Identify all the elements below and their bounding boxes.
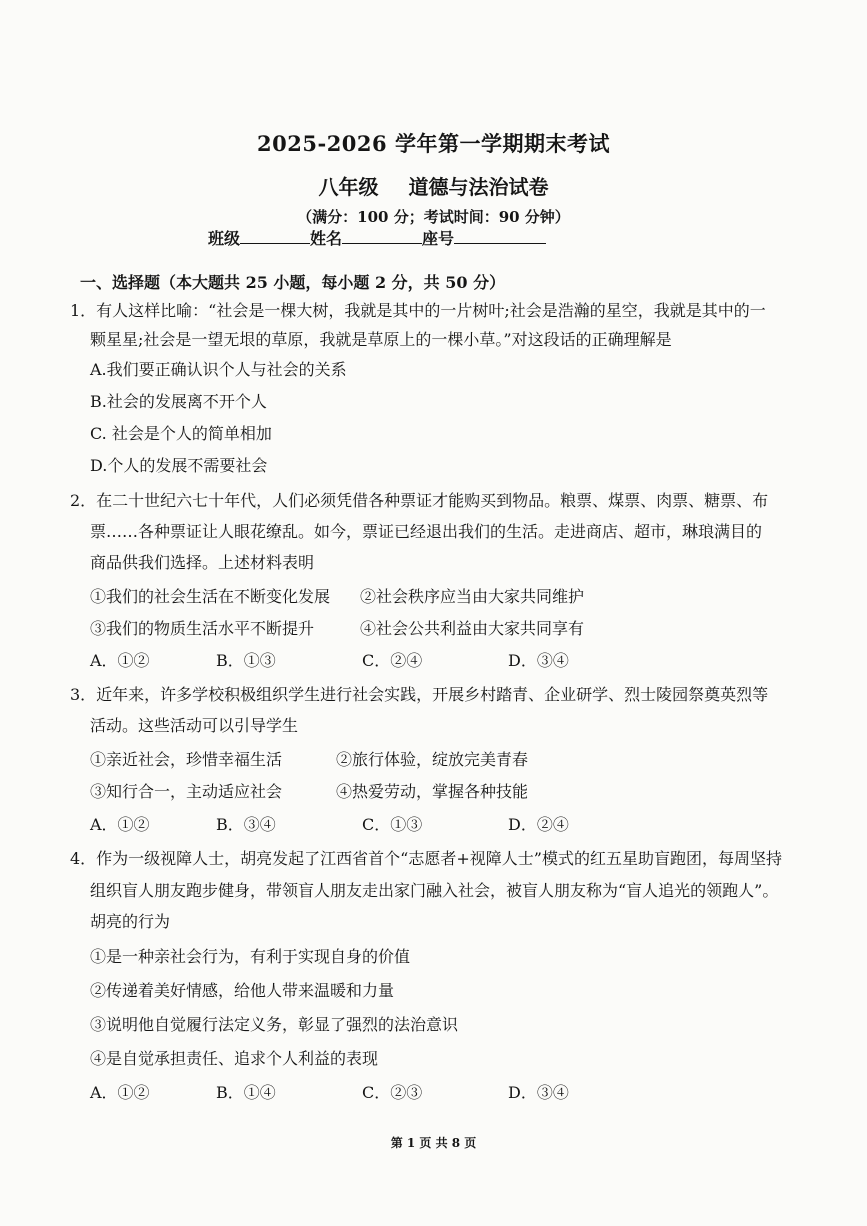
question-4-choice-d: D．③④ [508,1083,569,1102]
question-3-choice-b: B．③④ [216,815,276,834]
question-3-line-2: 活动。这些活动可以引导学生 [90,716,299,735]
question-4-line-2: 组织盲人朋友跑步健身，带领盲人朋友走出家门融入社会，被盲人朋友称为“盲人追光的领跑人”。 [90,881,779,900]
question-4-choice-a: A．①② [90,1083,150,1102]
question-4-statement-2: ②传递着美好情感，给他人带来温暖和力量 [90,981,395,1000]
question-3-choice-a: A．①② [90,815,150,834]
question-2-choice-b: B．①③ [216,651,276,670]
question-2-statement-1: ①我们的社会生活在不断变化发展 [90,587,331,606]
question-2-line-1: 2．在二十世纪六七十年代，人们必须凭借各种票证才能购买到物品。粮票、煤票、肉票、糖票、布 [70,491,769,510]
question-3-statement-2: ②旅行体验，绽放完美青春 [336,750,529,769]
question-3-choice-c: C．①③ [362,815,423,834]
exam-info: （满分：100 分；考试时间：90 分钟） [297,208,570,226]
question-2-statement-2: ②社会秩序应当由大家共同维护 [360,587,585,606]
question-1-option-c: C. 社会是个人的简单相加 [90,424,272,443]
question-2-statement-3: ③我们的物质生活水平不断提升 [90,619,315,638]
class-blank[interactable] [240,229,310,244]
class-label: 班级 [208,229,241,248]
name-label: 姓名 [310,229,343,248]
question-2-line-3: 商品供我们选择。上述材料表明 [90,553,315,572]
seat-label: 座号 [422,229,455,248]
question-2-statement-4: ④社会公共利益由大家共同享有 [360,619,585,638]
name-blank[interactable] [342,229,422,244]
grade-label: 八年级 [318,175,379,199]
question-3-choice-d: D．②④ [508,815,569,834]
student-fields [208,226,546,249]
exam-subtitle [0,171,867,200]
page-footer: 第 1 页 共 8 页 [390,1136,477,1150]
question-4-line-1: 4．作为一级视障人士，胡亮发起了江西省首个“志愿者+视障人士”模式的红五星助盲跑团，每周坚持 [70,849,782,868]
question-2-line-2: 票……各种票证让人眼花缭乱。如今，票证已经退出我们的生活。走进商店、超市，琳琅满目的 [90,522,763,541]
question-2-choice-a: A．①② [90,651,150,670]
question-4-statement-4: ④是自觉承担责任、追求个人利益的表现 [90,1049,379,1068]
question-4-choice-c: C．②③ [362,1083,423,1102]
question-1-option-d: D.个人的发展不需要社会 [90,456,268,475]
question-4-statement-1: ①是一种亲社会行为，有利于实现自身的价值 [90,947,411,966]
question-4-line-3: 胡亮的行为 [90,912,171,931]
question-2-choice-c: C．②④ [362,651,423,670]
question-3-line-1: 3．近年来，许多学校积极组织学生进行社会实践，开展乡村踏青、企业研学、烈士陵园祭奠英烈等 [70,685,769,704]
question-3-statement-1: ①亲近社会，珍惜幸福生活 [90,750,283,769]
question-3-statement-4: ④热爱劳动，掌握各种技能 [336,782,529,801]
question-1-line-2: 颗星星;社会是一望无垠的草原，我就是草原上的一棵小草。”对这段话的正确理解是 [90,330,672,349]
question-3-statement-3: ③知行合一，主动适应社会 [90,782,283,801]
subject-label: 道德与法治试卷 [408,175,549,199]
question-2-choice-d: D．③④ [508,651,569,670]
question-1-option-b: B.社会的发展离不开个人 [90,392,267,411]
question-4-statement-3: ③说明他自觉履行法定义务，彰显了强烈的法治意识 [90,1015,459,1034]
exam-title: 2025-2026 学年第一学期期末考试 [257,131,610,156]
question-4-choice-b: B．①④ [216,1083,276,1102]
question-1-line-1: 1．有人这样比喻：“社会是一棵大树，我就是其中的一片树叶;社会是浩瀚的星空，我就是其中的一 [70,301,766,320]
question-1-option-a: A.我们要正确认识个人与社会的关系 [90,360,347,379]
seat-blank[interactable] [454,229,546,244]
section-heading: 一、选择题（本大题共 25 小题，每小题 2 分，共 50 分） [80,273,506,292]
